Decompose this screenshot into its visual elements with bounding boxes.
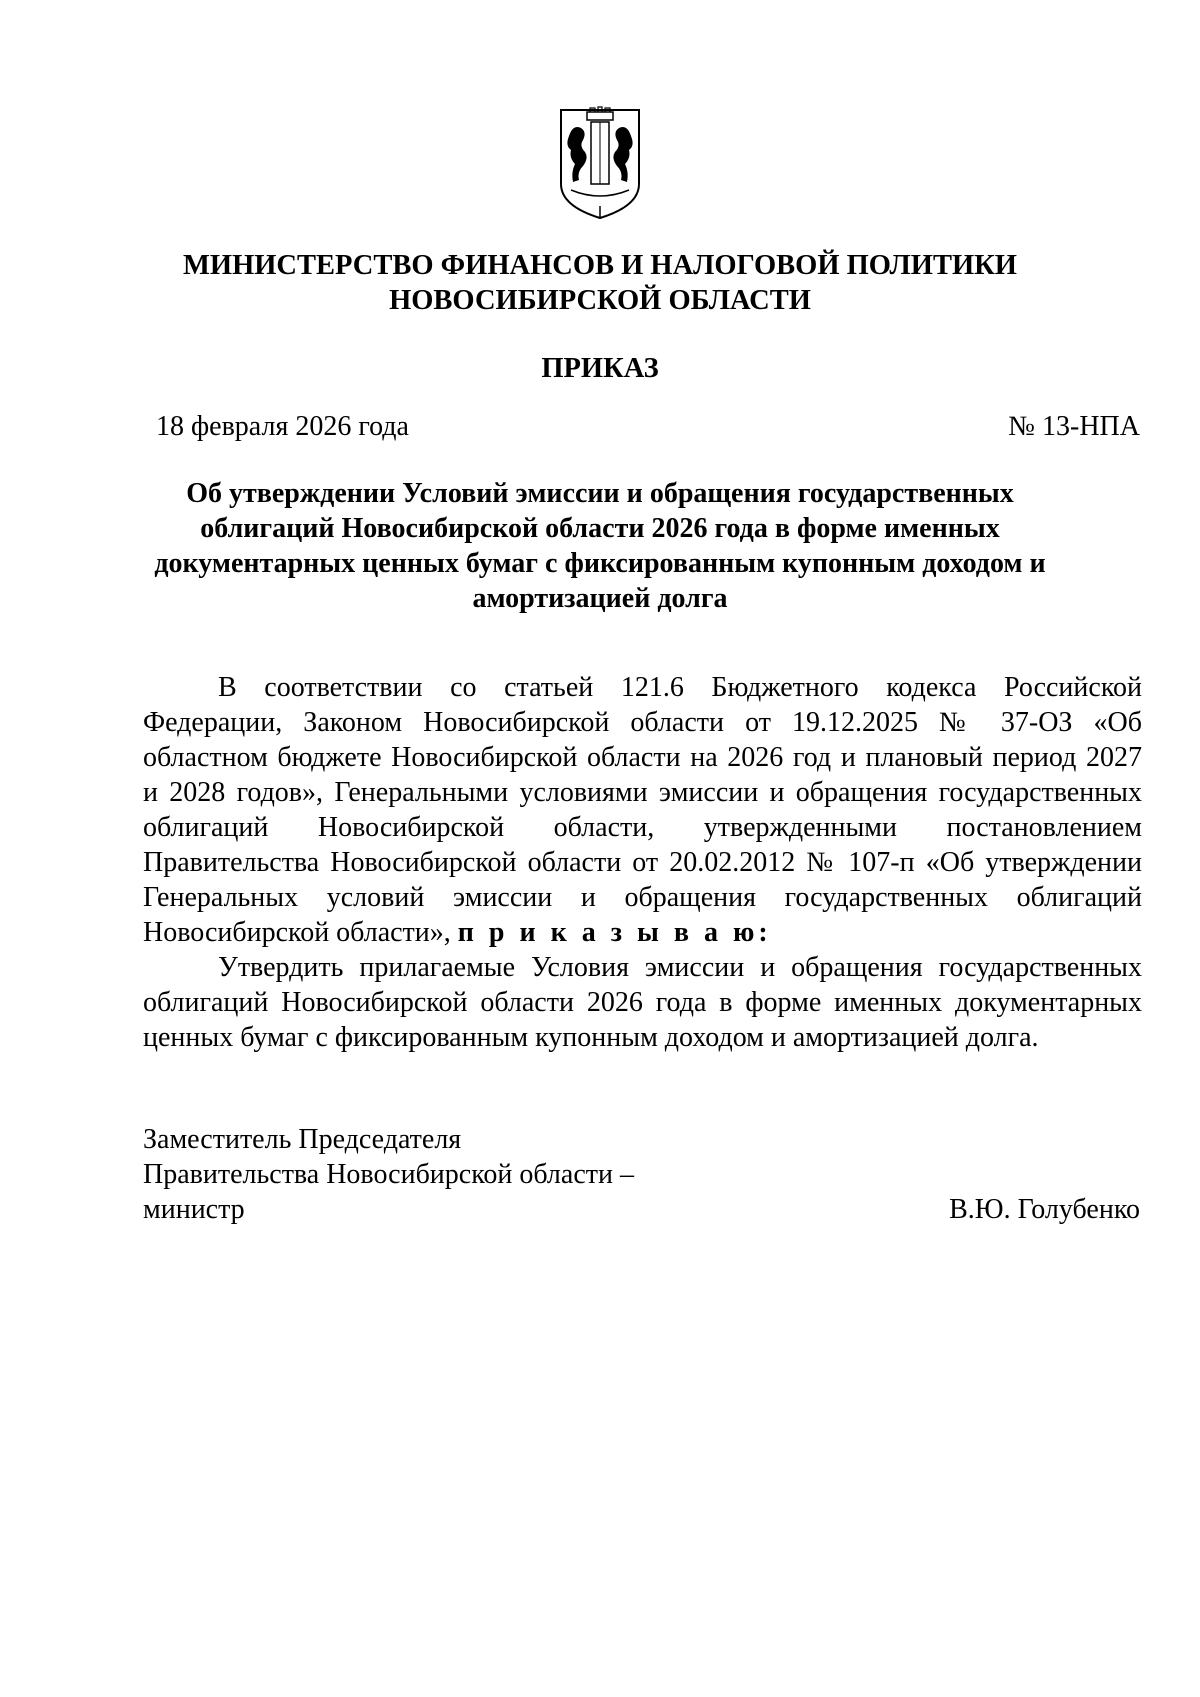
order-command: п р и к а з ы в а ю: bbox=[457, 917, 772, 948]
document-date: 18 февраля 2026 года bbox=[156, 411, 409, 442]
body-line: В соответствии со статьей 121.6 Бюджетного кодекса Российской bbox=[218, 672, 1142, 703]
preamble-paragraph bbox=[143, 670, 1142, 950]
signatory-position-line: Правительства Новосибирской области – bbox=[143, 1159, 634, 1190]
ministry-name-line-1: МИНИСТЕРСТВО ФИНАНСОВ И НАЛОГОВОЙ ПОЛИТИКИ bbox=[183, 250, 1017, 281]
signatory-position-line: министр bbox=[143, 1194, 245, 1225]
body-line-text: Новосибирской области», bbox=[143, 917, 458, 948]
body-line: областном бюджете Новосибирской области на 2026 год и плановый период 2027 bbox=[143, 742, 1142, 773]
subject-line: амортизацией долга bbox=[472, 583, 728, 614]
body-line: облигаций Новосибирской области 2026 года в форме именных документарных bbox=[143, 987, 1142, 1018]
subject-line: Об утверждении Условий эмиссии и обращения государственных bbox=[186, 478, 1014, 509]
document-type-title: ПРИКАЗ bbox=[541, 353, 659, 384]
subject-line: документарных ценных бумаг с фиксированным купонным доходом и bbox=[154, 548, 1046, 579]
body-line: Правительства Новосибирской области от 20.02.2012 № 107-п «Об утверждении bbox=[143, 847, 1142, 878]
decision-paragraph bbox=[143, 950, 1142, 1055]
signatory-name: В.Ю. Голубенко bbox=[949, 1194, 1140, 1225]
body-line: Федерации, Законом Новосибирской области от 19.12.2025 № 37-ОЗ «Об bbox=[143, 707, 1142, 738]
document-body bbox=[143, 670, 1142, 1055]
signature-block bbox=[143, 1122, 1140, 1227]
body-line: ценных бумаг с фиксированным купонным доходом и амортизацией долга. bbox=[143, 1022, 1039, 1053]
body-line: Утвердить прилагаемые Условия эмиссии и обращения государственных bbox=[218, 952, 1142, 983]
ministry-name-line-2: НОВОСИБИРСКОЙ ОБЛАСТИ bbox=[389, 285, 811, 316]
coat-of-arms-icon bbox=[557, 106, 643, 222]
document-number: № 13-НПА bbox=[1008, 411, 1140, 442]
signatory-position-line: Заместитель Председателя bbox=[143, 1124, 462, 1155]
ministry-name bbox=[0, 248, 1200, 318]
body-line: Генеральных условий эмиссии и обращения государственных облигаций bbox=[143, 882, 1142, 913]
subject-line: облигаций Новосибирской области 2026 года в форме именных bbox=[200, 513, 1000, 544]
document-subject bbox=[150, 476, 1050, 616]
body-line-last bbox=[143, 915, 1142, 950]
body-line: облигаций Новосибирской области, утвержденными постановлением bbox=[143, 812, 1142, 843]
body-line: и 2028 годов», Генеральными условиями эмиссии и обращения государственных bbox=[143, 777, 1142, 808]
